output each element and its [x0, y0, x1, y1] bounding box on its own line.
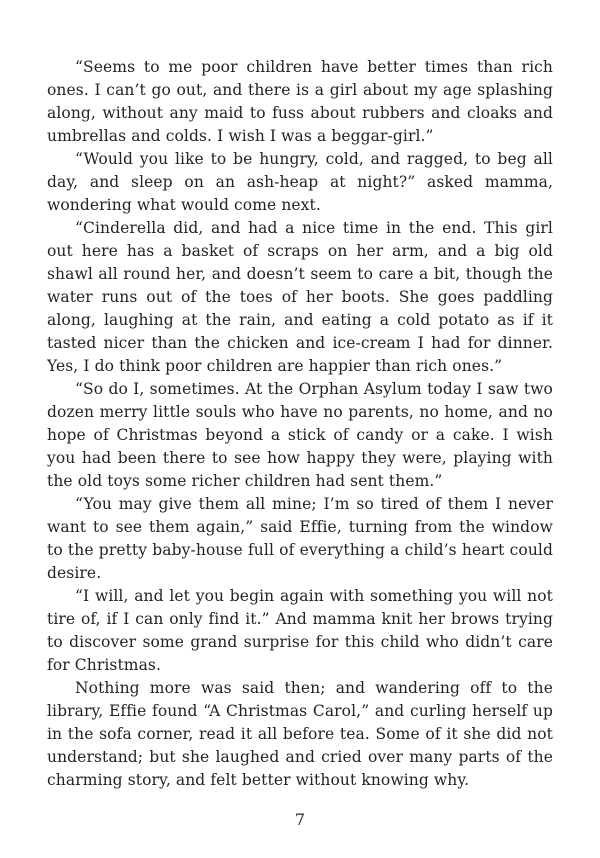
paragraph: Nothing more was said then; and wandering off to the library, Effie found “A Christmas Carol,” and curling herself up in the sofa corner, read it all before tea. Some of it she did not understand; but she laughed and cried over many parts of the charming story, and felt better without knowing why. — [47, 679, 553, 789]
paragraph: “So do I, sometimes. At the Orphan Asylum today I saw two dozen merry little souls who have no parents, no home, and no hope of Christmas beyond a stick of candy or a cake. I wish you had been there to see how happy they were, playing with the old toys some richer children had sent them.” — [47, 380, 553, 490]
paragraph: “Would you like to be hungry, cold, and ragged, to beg all day, and sleep on an ash-heap at night?” asked mamma, wondering what would come next. — [47, 150, 553, 214]
paragraph: “Seems to me poor children have better times than rich ones. I can’t go out, and there is a girl about my age splashing along, without any maid to fuss about rubbers and cloaks and umbrellas and colds. I wish I was a beggar-girl.” — [47, 58, 553, 145]
paragraph: “I will, and let you begin again with something you will not tire of, if I can only find it.” And mamma knit her brows trying to discover some grand surprise for this child who didn’t care for Christmas. — [47, 587, 553, 674]
page-number: 7 — [294, 810, 306, 829]
page-text — [47, 56, 553, 792]
paragraph: “You may give them all mine; I’m so tired of them I never want to see them again,” said Effie, turning from the window to the pretty baby-house full of everything a child’s heart could desire. — [47, 495, 553, 582]
paragraph: “Cinderella did, and had a nice time in the end. This girl out here has a basket of scraps on her arm, and a big old shawl all round her, and doesn’t seem to care a bit, though the water runs out of the toes of her boots. She goes paddling along, laughing at the rain, and eating a cold potato as if it tasted nicer than the chicken and ice-cream I had for dinner. Yes, I do think poor children are happier than rich ones.” — [47, 219, 553, 375]
